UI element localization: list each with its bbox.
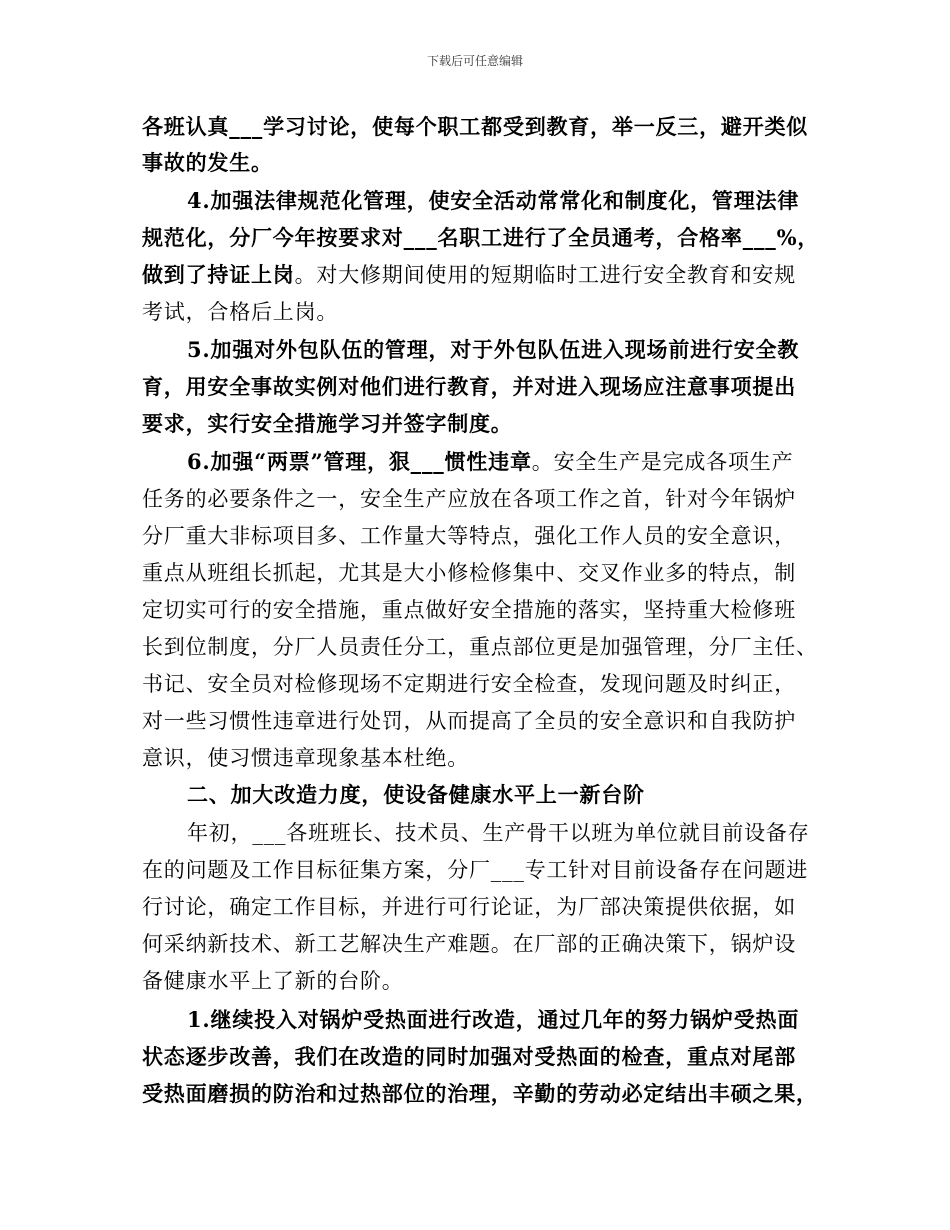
bold-text: 二、加大改造力度，使设备健康水平上一新台阶 <box>187 782 645 807</box>
text-line <box>187 818 810 848</box>
text-line <box>142 632 818 662</box>
text-line <box>142 595 796 625</box>
normal-text: 重点从班组长抓起，尤其是大小修检修集中、交叉作业多的特点，制 <box>142 561 796 585</box>
bold-text: 育，用安全事故实例对他们进行教育，并对进入现场应注意事项提出 <box>142 374 796 399</box>
text-line <box>142 521 796 551</box>
bold-text: 事故的发生。 <box>142 150 273 175</box>
text-line <box>142 148 273 178</box>
text-line <box>142 260 796 290</box>
normal-text: 对一些习惯性违章进行处罚，从而提高了全员的安全意识和自我防护 <box>142 709 796 733</box>
bold-text: 各班认真___学习讨论，使每个职工都受到教育，举一反三，避开类似 <box>142 114 809 139</box>
normal-text: 长到位制度，分厂人员责任分工，重点部位更是加强管理，分厂主任、 <box>142 635 818 659</box>
text-line <box>187 186 799 216</box>
bold-text: 受热面磨损的防治和过热部位的治理，辛勤的劳动必定结出丰硕之果， <box>142 1081 818 1106</box>
bold-text: 4.加强法律规范化管理，使安全活动常常化和制度化，管理法律 <box>187 188 800 213</box>
text-line <box>142 966 404 996</box>
normal-text: 。安全生产是完成各项生产 <box>531 450 794 474</box>
bold-text: 做到了持证上岗 <box>142 262 295 287</box>
bold-text: 6.加强“两票”管理，狠___惯性违章 <box>187 449 532 474</box>
text-line <box>142 558 796 588</box>
text-line <box>142 484 796 514</box>
bold-text: 1.继续投入对锅炉受热面进行改造，通过几年的努力锅炉受热面 <box>187 1007 800 1032</box>
section-heading <box>187 780 645 810</box>
text-line <box>187 335 799 365</box>
normal-text: 考试，合格后上岗。 <box>142 300 339 324</box>
normal-text: 。对大修期间使用的短期临时工进行安全教育和安规 <box>294 263 797 287</box>
normal-text: 分厂重大非标项目多、工作量大等特点，强化工作人员的安全意识， <box>142 524 796 548</box>
normal-text: 任务的必要条件之一，安全生产应放在各项工作之首，针对今年锅炉 <box>142 487 796 511</box>
normal-text: 在的问题及工作目标征集方案，分厂___专工针对目前设备存在问题进 <box>142 858 809 882</box>
text-line <box>142 297 338 327</box>
page-header: 下载后可任意编辑 <box>426 54 523 68</box>
text-line <box>142 1042 796 1072</box>
text-line <box>187 447 793 477</box>
text-line <box>142 743 469 773</box>
text-line <box>142 112 808 142</box>
bold-text: 状态逐步改善，我们在改造的同时加强对受热面的检查，重点对尾部 <box>142 1044 796 1069</box>
bold-text: 规范化，分厂今年按要求对___名职工进行了全员通考，合格率___%， <box>142 225 820 250</box>
normal-text: 意识，使习惯违章现象基本杜绝。 <box>142 746 469 770</box>
normal-text: 行讨论，确定工作目标，并进行可行论证，为厂部决策提供依据，如 <box>142 895 796 919</box>
normal-text: 年初，___各班班长、技术员、生产骨干以班为单位就目前设备存 <box>187 821 810 845</box>
text-line <box>142 706 796 736</box>
text-line <box>142 855 808 885</box>
text-line <box>142 372 796 402</box>
normal-text: 何采纳新技术、新工艺解决生产难题。在厂部的正确决策下，锅炉设 <box>142 932 796 956</box>
bold-text: 5.加强对外包队伍的管理，对于外包队伍进入现场前进行安全教 <box>187 337 800 362</box>
text-line <box>142 1079 818 1109</box>
text-line <box>187 1005 799 1035</box>
text-line <box>142 409 513 439</box>
text-line <box>142 669 796 699</box>
normal-text: 定切实可行的安全措施，重点做好安全措施的落实，坚持重大检修班 <box>142 598 796 622</box>
text-line <box>142 929 796 959</box>
normal-text: 书记、安全员对检修现场不定期进行安全检查，发现问题及时纠正， <box>142 672 796 696</box>
normal-text: 备健康水平上了新的台阶。 <box>142 969 404 993</box>
text-line <box>142 892 796 922</box>
bold-text: 要求，实行安全措施学习并签字制度。 <box>142 411 513 436</box>
text-line <box>142 223 819 253</box>
